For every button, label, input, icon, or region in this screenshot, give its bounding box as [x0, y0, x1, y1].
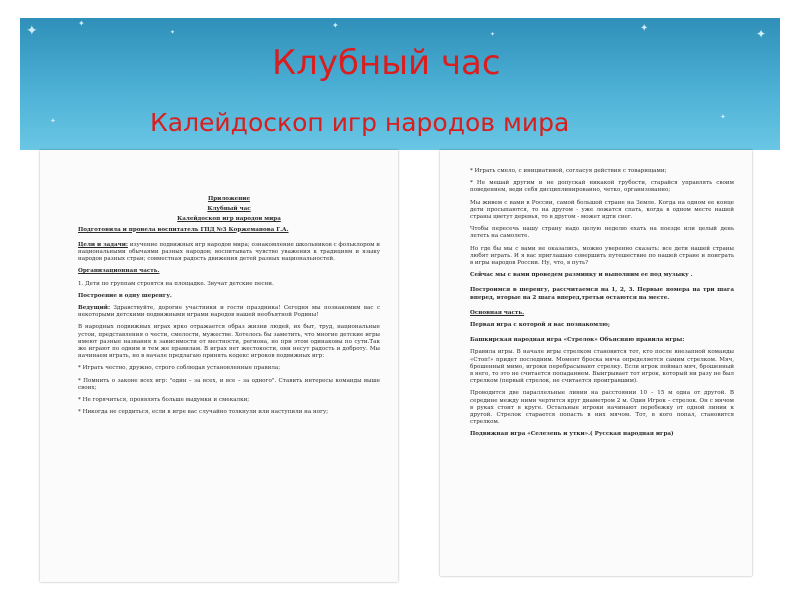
goals-paragraph — [78, 242, 380, 264]
slide-subtitle: Калейдоскоп игр народов мира — [150, 108, 570, 137]
goals-label: Цели и задачи: — [78, 241, 128, 248]
sparkle-icon: ✦ — [50, 117, 56, 125]
document-page-left — [40, 150, 398, 582]
slide-title: Клубный час — [272, 43, 501, 83]
folk-games-paragraph: В народных подвижных играх ярко отражается образ жизни людей, их быт, труд, национальные устои, представления о чести, смелости, мужестве. Хотелось бы заметить, что многие детские игры имеют разные названия в зависимости от местности, региона, но при этом одинаковы по сути.Так же играют по одним и тем же правилам. В играх нет жестокости, они несут радость и доброту. Мы начинаем играть, но в начале предлагаю принять кодекс игроков подвижных игр: — [78, 324, 380, 360]
line-up-instructions: Построимся в шеренгу, рассчитаемся на 1, 2, 3. Первые номера на три шага вперед, вторые на 2 шага вперед,третьи остаются на месте. — [470, 287, 734, 301]
sparkle-icon: ✦ — [170, 29, 176, 36]
rule-item: * Никогда не сердиться, если в игре вас случайно толкнули или наступили на ногу; — [78, 409, 329, 416]
invite-paragraph: Но где бы мы с вами не оказались, можно уверенно сказать: все дети нашей страны любят играть. И я вас приглашаю совершить путешествие по нашей стране и поиграть в игры народов России. Ну, что, в путь? — [470, 245, 734, 267]
sparkle-icon: ✦ — [720, 113, 726, 121]
warmup-line: Сейчас мы с вами проведем разминку и выполним ее под музыку . — [470, 272, 693, 279]
game1-description: Проводится две параллельные линии на расстоянии 10 – 15 м одна от другой. В середине между ними чертится круг диаметром 2 м. Один Игрок – стрелок. Он с мячом в руках стоит в круге. Остальные игроки начинают перебежку от одной линии к другой. Стрелок старается попасть в них мячом. Тот, в кого попал, становится стрелком. — [470, 390, 734, 426]
org-part-heading: Организационная часть. — [78, 268, 160, 275]
sparkle-icon: ✦ — [78, 19, 85, 28]
game2-title: Подвижная игра «Селезень и утки».( Русская народная игра) — [470, 431, 674, 438]
club-hour-heading: Клубный час — [207, 206, 251, 213]
game1-rules: Правила игры. В начале игры стрелком становится тот, кто после внезапной команды «Стоп!» придет последним. Момент броска мяча определяется самим стрелком. Мяч, брошенный мимо, игроки перебрасывают стрелку. Если игрок поймал мяч, брошенный в него, то это не считается попаданием. Выигрывает тот игрок, который ни разу не был стрелком (первый стрелок, не считается проигравшим). — [470, 349, 734, 385]
goals-text: изучение подвижных игр народов мира; ознакомление школьников с фольклором и национальными обычаями разных народов; воспитывать чувство уважения к традициям и языку народов разных стран; совместная радость движения детей разных национальностей. — [78, 241, 380, 263]
appendix-heading: Приложение — [207, 196, 251, 202]
line-up-heading: Построение в одну шеренгу. — [78, 292, 172, 299]
document-page-right — [440, 150, 752, 576]
host-text: Здравствуйте, дорогие участники и гости праздника! Сегодня мы познакомим вас с некоторыми детскими подвижными играми народов нашей необъятной Родины! — [78, 305, 381, 319]
host-paragraph — [78, 305, 380, 319]
rule-item: * Играть смело, с инициативой, согласуя действия с товарищами; — [470, 168, 667, 174]
sparkle-icon: ✦ — [332, 21, 339, 30]
kaleidoscope-heading: Калейдоскоп игр народов мира — [177, 216, 281, 223]
sparkle-icon: ✦ — [490, 31, 496, 38]
sparkle-icon: ✦ — [26, 23, 38, 39]
org-item: 1. Дети по группам строятся на площадке. Звучат детские песни. — [78, 280, 274, 287]
russia-paragraph: Мы живем с вами в России, самой большой стране на Земле. Когда на одном ее конце дети просыпаются, то на другом - уже ложатся спать, когда в одном месте нашей страны цветут деревья, то в другом - может идти снег. — [470, 199, 734, 221]
rule-item: * Помнить о законе всех игр: "один – за всех, и все – за одного". Ставить интересы команды выше своих; — [78, 377, 380, 391]
host-label: Ведущий: — [78, 305, 111, 312]
sparkle-icon: ✦ — [756, 27, 767, 41]
rule-item: * Не мешай другим и не допускай никакой грубости, старайся управлять своим поведением, веди себя дисциплинированно, четко, организованно; — [470, 180, 734, 194]
rule-item: * Играть честно, дружно, строго соблюдая установленные правила; — [78, 365, 281, 372]
first-game-intro: Первая игра с которой я вас познакомлю; — [470, 322, 610, 329]
sparkle-icon: ✦ — [640, 23, 649, 34]
game1-title: Башкирская народная игра «Стрелок» Объясняю правила игры: — [470, 337, 685, 344]
travel-paragraph: Чтобы пересечь нашу страну надо целую неделю ехать на поезде или целый день лететь на самолете. — [470, 226, 734, 240]
rule-item: * Не горячиться, проявлять больше выдумки и смекалки; — [78, 397, 250, 404]
prepared-by-line: Подготовила и провела воспитатель ГПД №3 Коржеманова Г.А. — [78, 226, 289, 233]
main-part-heading: Основная часть. — [470, 309, 525, 316]
